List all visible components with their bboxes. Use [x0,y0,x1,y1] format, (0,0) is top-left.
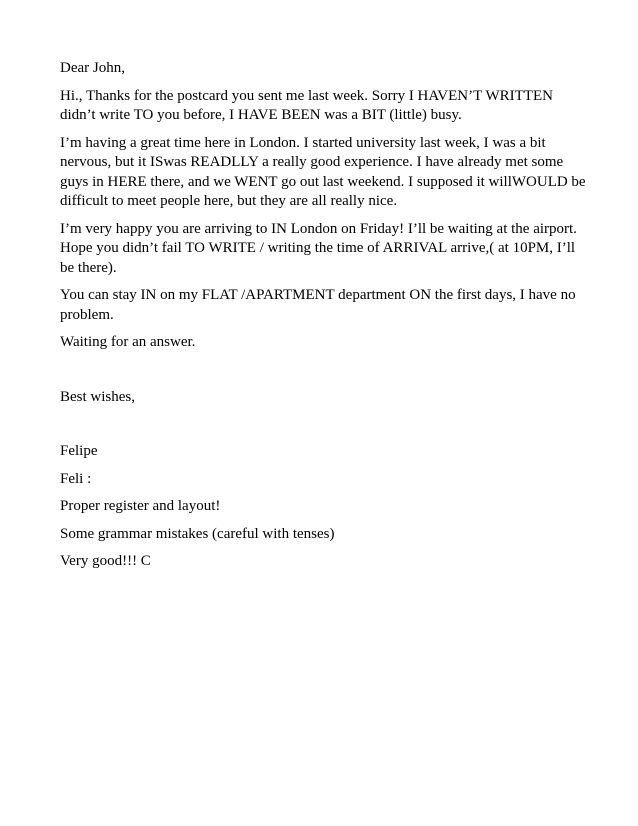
paragraph-4: You can stay IN on my FLAT /APARTMENT department ON the first days, I have no problem. [60,287,580,323]
blank-line [60,361,590,388]
feedback-header: Feli : [60,470,92,487]
salutation: Dear John, [60,60,125,76]
letter-body [60,59,590,580]
blank-line [60,415,590,442]
paragraph-5: Waiting for an answer. [60,334,196,350]
paragraph-3: I’m very happy you are arriving to IN London on Friday! I’ll be waiting at the airport. Hope you didn’t fail TO WRITE / writing the time of ARRIVAL arrive,( at 10PM, I’ll be there). [60,220,581,276]
closing: Best wishes, [60,388,135,405]
paragraph-1: Hi., Thanks for the postcard you sent me last week. Sorry I HAVEN’T WRITTEN didn’t write TO you before, I HAVE BEEN was a BIT (little) busy. [60,87,561,123]
paragraph-2: I’m having a great time here in London. I started university last week, I was a bit nervous, but it ISwas READLLY a really good experience. I have already met some guys in HERE there, and we WENT go out last weekend. I supposed it willWOULD be difficult to meet people here, but they are all really nice. [60,134,590,209]
feedback-line-1: Proper register and layout! [60,498,221,514]
feedback-line-3: Very good!!! C [60,553,151,569]
feedback-line-2: Some grammar mistakes (careful with tenses) [60,525,335,542]
signature: Felipe [60,443,98,459]
